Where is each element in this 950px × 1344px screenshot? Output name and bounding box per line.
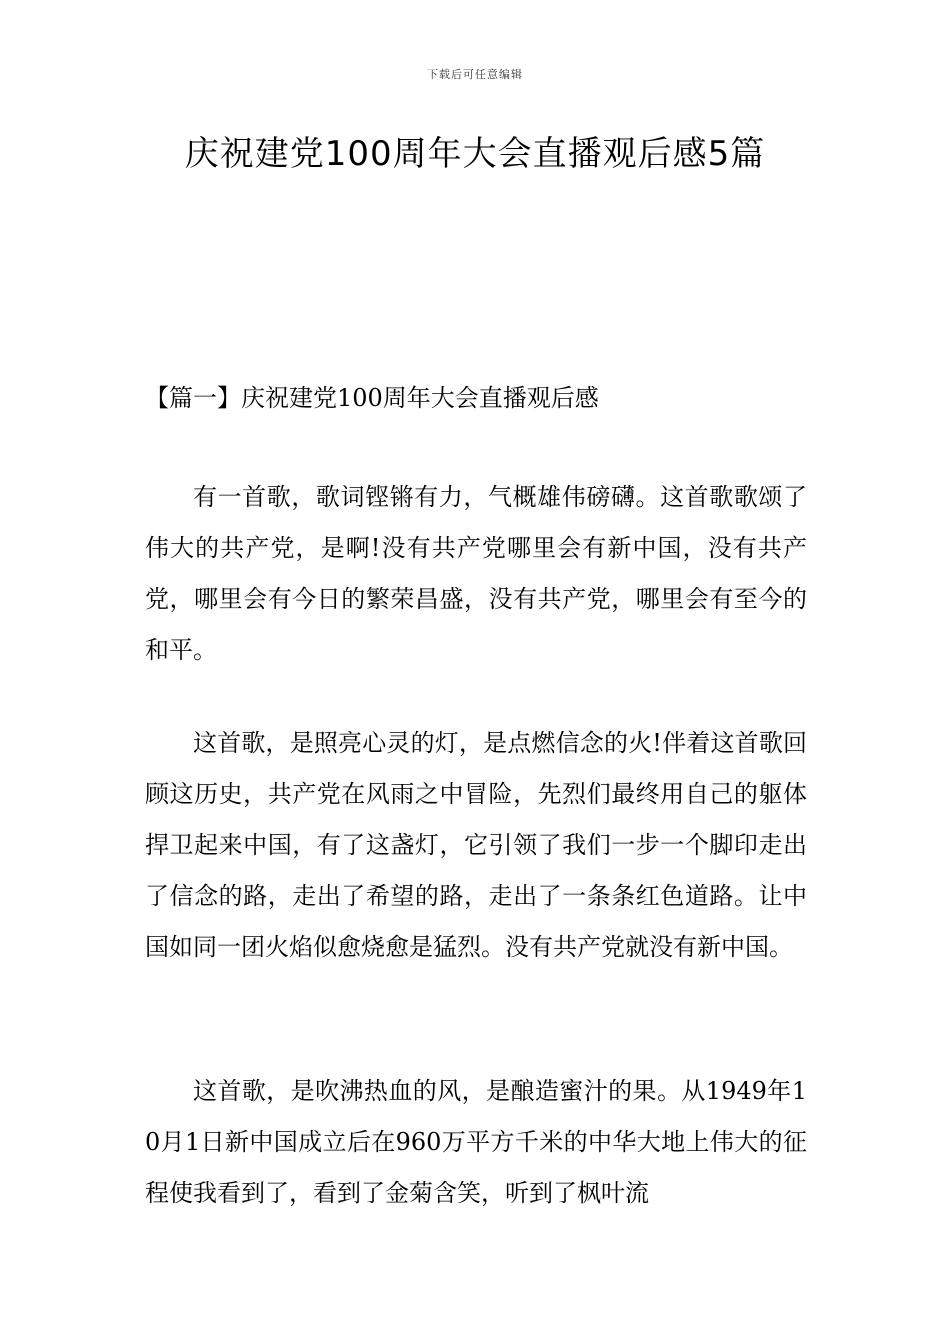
section-heading: 【篇一】庆祝建党100周年大会直播观后感: [145, 384, 599, 412]
paragraph-2: 这首歌，是照亮心灵的灯，是点燃信念的火!伴着这首歌回顾这历史，共产党在风雨之中冒险，先烈们最终用自己的躯体捍卫起来中国，有了这盏灯，它引领了我们一步一个脚印走出了信念的路，走出了希望的路，走出了一条条红色道路。让中国如同一团火焰似愈烧愈是猛烈。没有共产党就没有新中国。: [145, 729, 807, 961]
paragraph-3: 这首歌，是吹沸热血的风，是酿造蜜汁的果。从1949年10月1日新中国成立后在960万平方千米的中华大地上伟大的征程使我看到了，看到了金菊含笑，听到了枫叶流: [145, 1077, 807, 1207]
paragraph-1: 有一首歌，歌词铿锵有力，气概雄伟磅礴。这首歌歌颂了伟大的共产党，是啊!没有共产党哪里会有新中国，没有共产党，哪里会有今日的繁荣昌盛，没有共产党，哪里会有至今的和平。: [145, 483, 807, 664]
header-note: 下载后可任意编辑: [427, 68, 523, 81]
document-title: 庆祝建党100周年大会直播观后感5篇: [184, 134, 766, 174]
